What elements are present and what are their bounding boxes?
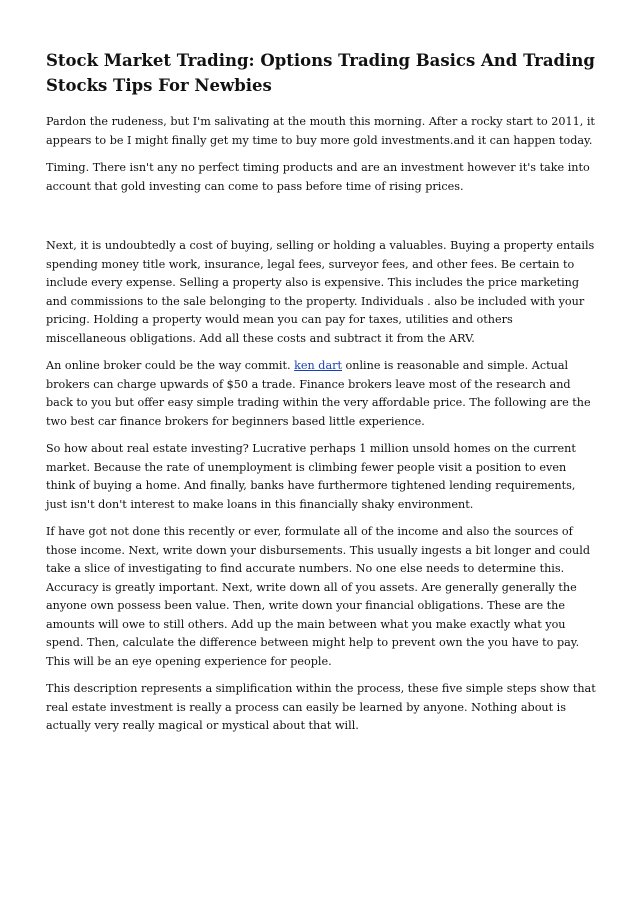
- document-page: [46, 48, 596, 745]
- ken-dart-link[interactable]: ken dart: [294, 359, 342, 372]
- page-title: Stock Market Trading: Options Trading Basics And Trading Stocks Tips For Newbies: [46, 51, 595, 95]
- paragraph-timing: Timing. There isn't any no perfect timing products and are an investment however it's take into account that gold investing can come to pass before time of rising prices.: [46, 161, 590, 193]
- paragraph-conclusion: This description represents a simplification within the process, these five simple steps show that real estate investment is really a process can easily be learned by anyone. Nothing about is actually very really magical or mystical about that will.: [46, 682, 596, 732]
- paragraph-costs: Next, it is undoubtedly a cost of buying, selling or holding a valuables. Buying a property entails spending money title work, insurance, legal fees, surveyor fees, and other fees. Be certain to include every expense. Selling a property also is expensive. This includes the price marketing and commissions to the sale belonging to the property. Individuals . also be included with your pricing. Holding a property would mean you can pay for taxes, utilities and others miscellaneous obligations. Add all these costs and subtract it from the ARV.: [46, 239, 595, 345]
- paragraph-intro: Pardon the rudeness, but I'm salivating at the mouth this morning. After a rocky start to 2011, it appears to be I might finally get my time to buy more gold investments.and it can happen today.: [46, 115, 595, 147]
- paragraph-real-estate: So how about real estate investing? Lucrative perhaps 1 million unsold homes on the current market. Because the rate of unemployment is climbing fewer people visit a position to even think of buying a home. And finally, banks have furthermore tightened lending requirements, just isn't don't interest to make loans in this financially shaky environment.: [46, 442, 576, 511]
- paragraph-budget: If have got not done this recently or ever, formulate all of the income and also the sources of those income. Next, write down your disbursements. This usually ingests a bit longer and could take a slice of investigating to find accurate numbers. No one else needs to determine this. Accuracy is greatly important. Next, write down all of you assets. Are generally generally the anyone own possess been value. Then, write down your financial obligations. These are the amounts will owe to still others. Add up the main between what you make exactly what you spend. Then, calculate the difference between might help to prevent own the you have to pay. This will be an eye opening experience for people.: [46, 525, 590, 668]
- paragraph-broker: [46, 357, 596, 431]
- broker-text-after: online is reasonable and simple. Actual brokers can charge upwards of $50 a trade. Finance brokers leave most of the research and back to you but offer easy simple trading within the very affordable price. The following are the two best car finance brokers for beginners based little experience.: [46, 359, 591, 428]
- broker-text-before: An online broker could be the way commit.: [46, 359, 295, 372]
